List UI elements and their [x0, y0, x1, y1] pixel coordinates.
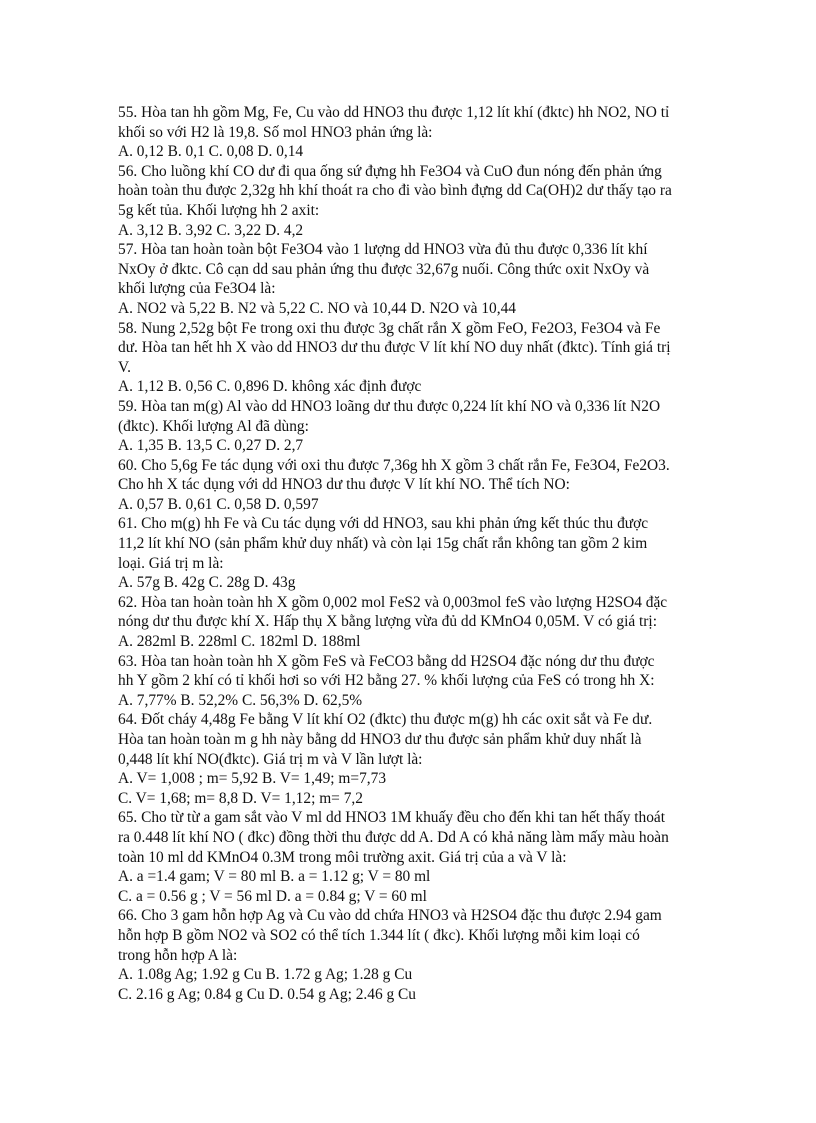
answer-options: A. 0,12 B. 0,1 C. 0,08 D. 0,14 [118, 143, 304, 161]
answer-options: A. 282ml B. 228ml C. 182ml D. 188ml [118, 633, 361, 651]
text-line: 61. Cho m(g) hh Fe và Cu tác dụng với dd HNO3, sau khi phản ứng kết thúc thu được [118, 515, 649, 533]
text-line: nóng dư thu được khí X. Hấp thụ X bằng lượng vừa đủ dd KMnO4 0,05M. V có giá trị: [118, 613, 657, 631]
answer-options: A. 0,57 B. 0,61 C. 0,58 D. 0,597 [118, 495, 319, 513]
text-line: 0,448 lít khí NO(đktc). Giá trị m và V lần lượt là: [118, 750, 423, 768]
document-page [118, 103, 708, 1004]
text-line: (đktc). Khối lượng Al đã dùng: [118, 417, 309, 435]
text-line: hỗn hợp B gồm NO2 và SO2 có thể tích 1.344 lít ( đkc). Khối lượng mỗi kim loại có [118, 926, 640, 944]
text-line: 63. Hòa tan hoàn toàn hh X gồm FeS và FeCO3 bằng dd H2SO4 đặc nóng dư thu được [118, 652, 655, 670]
text-line: 64. Đốt cháy 4,48g Fe bằng V lít khí O2 (đktc) thu được m(g) hh các oxit sắt và Fe dư. [118, 711, 653, 729]
text-line: V. [118, 358, 131, 376]
text-line: Hòa tan hoàn toàn m g hh này bằng dd HNO3 dư thu được sản phẩm khử duy nhất là [118, 731, 642, 748]
answer-options: A. a =1.4 gam; V = 80 ml B. a = 1.12 g; V = 80 ml [118, 868, 431, 886]
text-line: loại. Giá trị m là: [118, 554, 224, 572]
text-line: trong hỗn hợp A là: [118, 946, 238, 964]
text-line: Cho hh X tác dụng với dd HNO3 dư thu được V lít khí NO. Thể tích NO: [118, 476, 570, 494]
text-line: NxOy ở đktc. Cô cạn dd sau phản ứng thu được 32,67g nuối. Công thức oxit NxOy và [118, 260, 650, 278]
answer-options: A. 1,12 B. 0,56 C. 0,896 D. không xác định được [118, 378, 422, 396]
answer-options: A. NO2 và 5,22 B. N2 và 5,22 C. NO và 10,44 D. N2O và 10,44 [118, 299, 516, 317]
text-line: 55. Hòa tan hh gồm Mg, Fe, Cu vào dd HNO3 thu được 1,12 lít khí (đktc) hh NO2, NO tỉ [118, 104, 670, 121]
text-line: 57. Hòa tan hoàn toàn bột Fe3O4 vào 1 lượng dd HNO3 vừa đủ thu được 0,336 lít khí [118, 241, 648, 259]
text-line: ra 0.448 lít khí NO ( đkc) đồng thời thu được dd A. Dd A có khả năng làm mấy màu hoàn [118, 828, 669, 846]
answer-options: C. V= 1,68; m= 8,8 D. V= 1,12; m= 7,2 [118, 789, 363, 807]
text-line: khối lượng của Fe3O4 là: [118, 280, 276, 298]
text-line: 58. Nung 2,52g bột Fe trong oxi thu được 3g chất rắn X gồm FeO, Fe2O3, Fe3O4 và Fe [118, 319, 661, 337]
answer-options: A. 3,12 B. 3,92 C. 3,22 D. 4,2 [118, 221, 304, 239]
text-line: 62. Hòa tan hoàn toàn hh X gồm 0,002 mol FeS2 và 0,003mol feS vào lượng H2SO4 đặc [118, 593, 668, 611]
answer-options: C. 2.16 g Ag; 0.84 g Cu D. 0.54 g Ag; 2.46 g Cu [118, 985, 417, 1003]
text-line: 65. Cho từ từ a gam sắt vào V ml dd HNO3 1M khuấy đều cho đến khi tan hết thấy thoát [118, 809, 666, 827]
text-line: 66. Cho 3 gam hỗn hợp Ag và Cu vào dd chứa HNO3 và H2SO4 đặc thu được 2.94 gam [118, 907, 662, 925]
text-line: hh Y gồm 2 khí có tỉ khối hơi so với H2 bằng 27. % khối lượng của FeS có trong hh X: [118, 672, 655, 690]
text-line: toàn 10 ml dd KMnO4 0.3M trong môi trường axit. Giá trị của a và V là: [118, 848, 567, 866]
answer-options: A. 57g B. 42g C. 28g D. 43g [118, 574, 296, 592]
answer-options: A. 7,77% B. 52,2% C. 56,3% D. 62,5% [118, 691, 363, 709]
text-line: hoàn toàn thu được 2,32g hh khí thoát ra cho đi vào bình đựng dd Ca(OH)2 dư thấy tạo ra [118, 182, 672, 200]
text-line: 56. Cho luồng khí CO dư đi qua ống sứ đựng hh Fe3O4 và CuO đun nóng đến phản ứng [118, 162, 662, 180]
text-line: dư. Hòa tan hết hh X vào dd HNO3 dư thu được V lít khí NO duy nhất (đktc). Tính giá trị [118, 339, 671, 357]
answer-options: C. a = 0.56 g ; V = 56 ml D. a = 0.84 g; V = 60 ml [118, 887, 427, 905]
text-line: 5g kết tủa. Khối lượng hh 2 axit: [118, 201, 320, 219]
answer-options: A. V= 1,008 ; m= 5,92 B. V= 1,49; m=7,73 [118, 770, 387, 788]
text-line: 11,2 lít khí NO (sản phẩm khử duy nhất) và còn lại 15g chất rắn không tan gồm 2 kim [118, 535, 648, 553]
answer-options: A. 1.08g Ag; 1.92 g Cu B. 1.72 g Ag; 1.28 g Cu [118, 966, 413, 984]
text-line: 59. Hòa tan m(g) Al vào dd HNO3 loãng dư thu được 0,224 lít khí NO và 0,336 lít N2O [118, 397, 661, 415]
text-line: khối so với H2 là 19,8. Số mol HNO3 phản ứng là: [118, 123, 433, 141]
text-line: 60. Cho 5,6g Fe tác dụng với oxi thu được 7,36g hh X gồm 3 chất rắn Fe, Fe3O4, Fe2O3. [118, 456, 670, 474]
answer-options: A. 1,35 B. 13,5 C. 0,27 D. 2,7 [118, 437, 304, 455]
